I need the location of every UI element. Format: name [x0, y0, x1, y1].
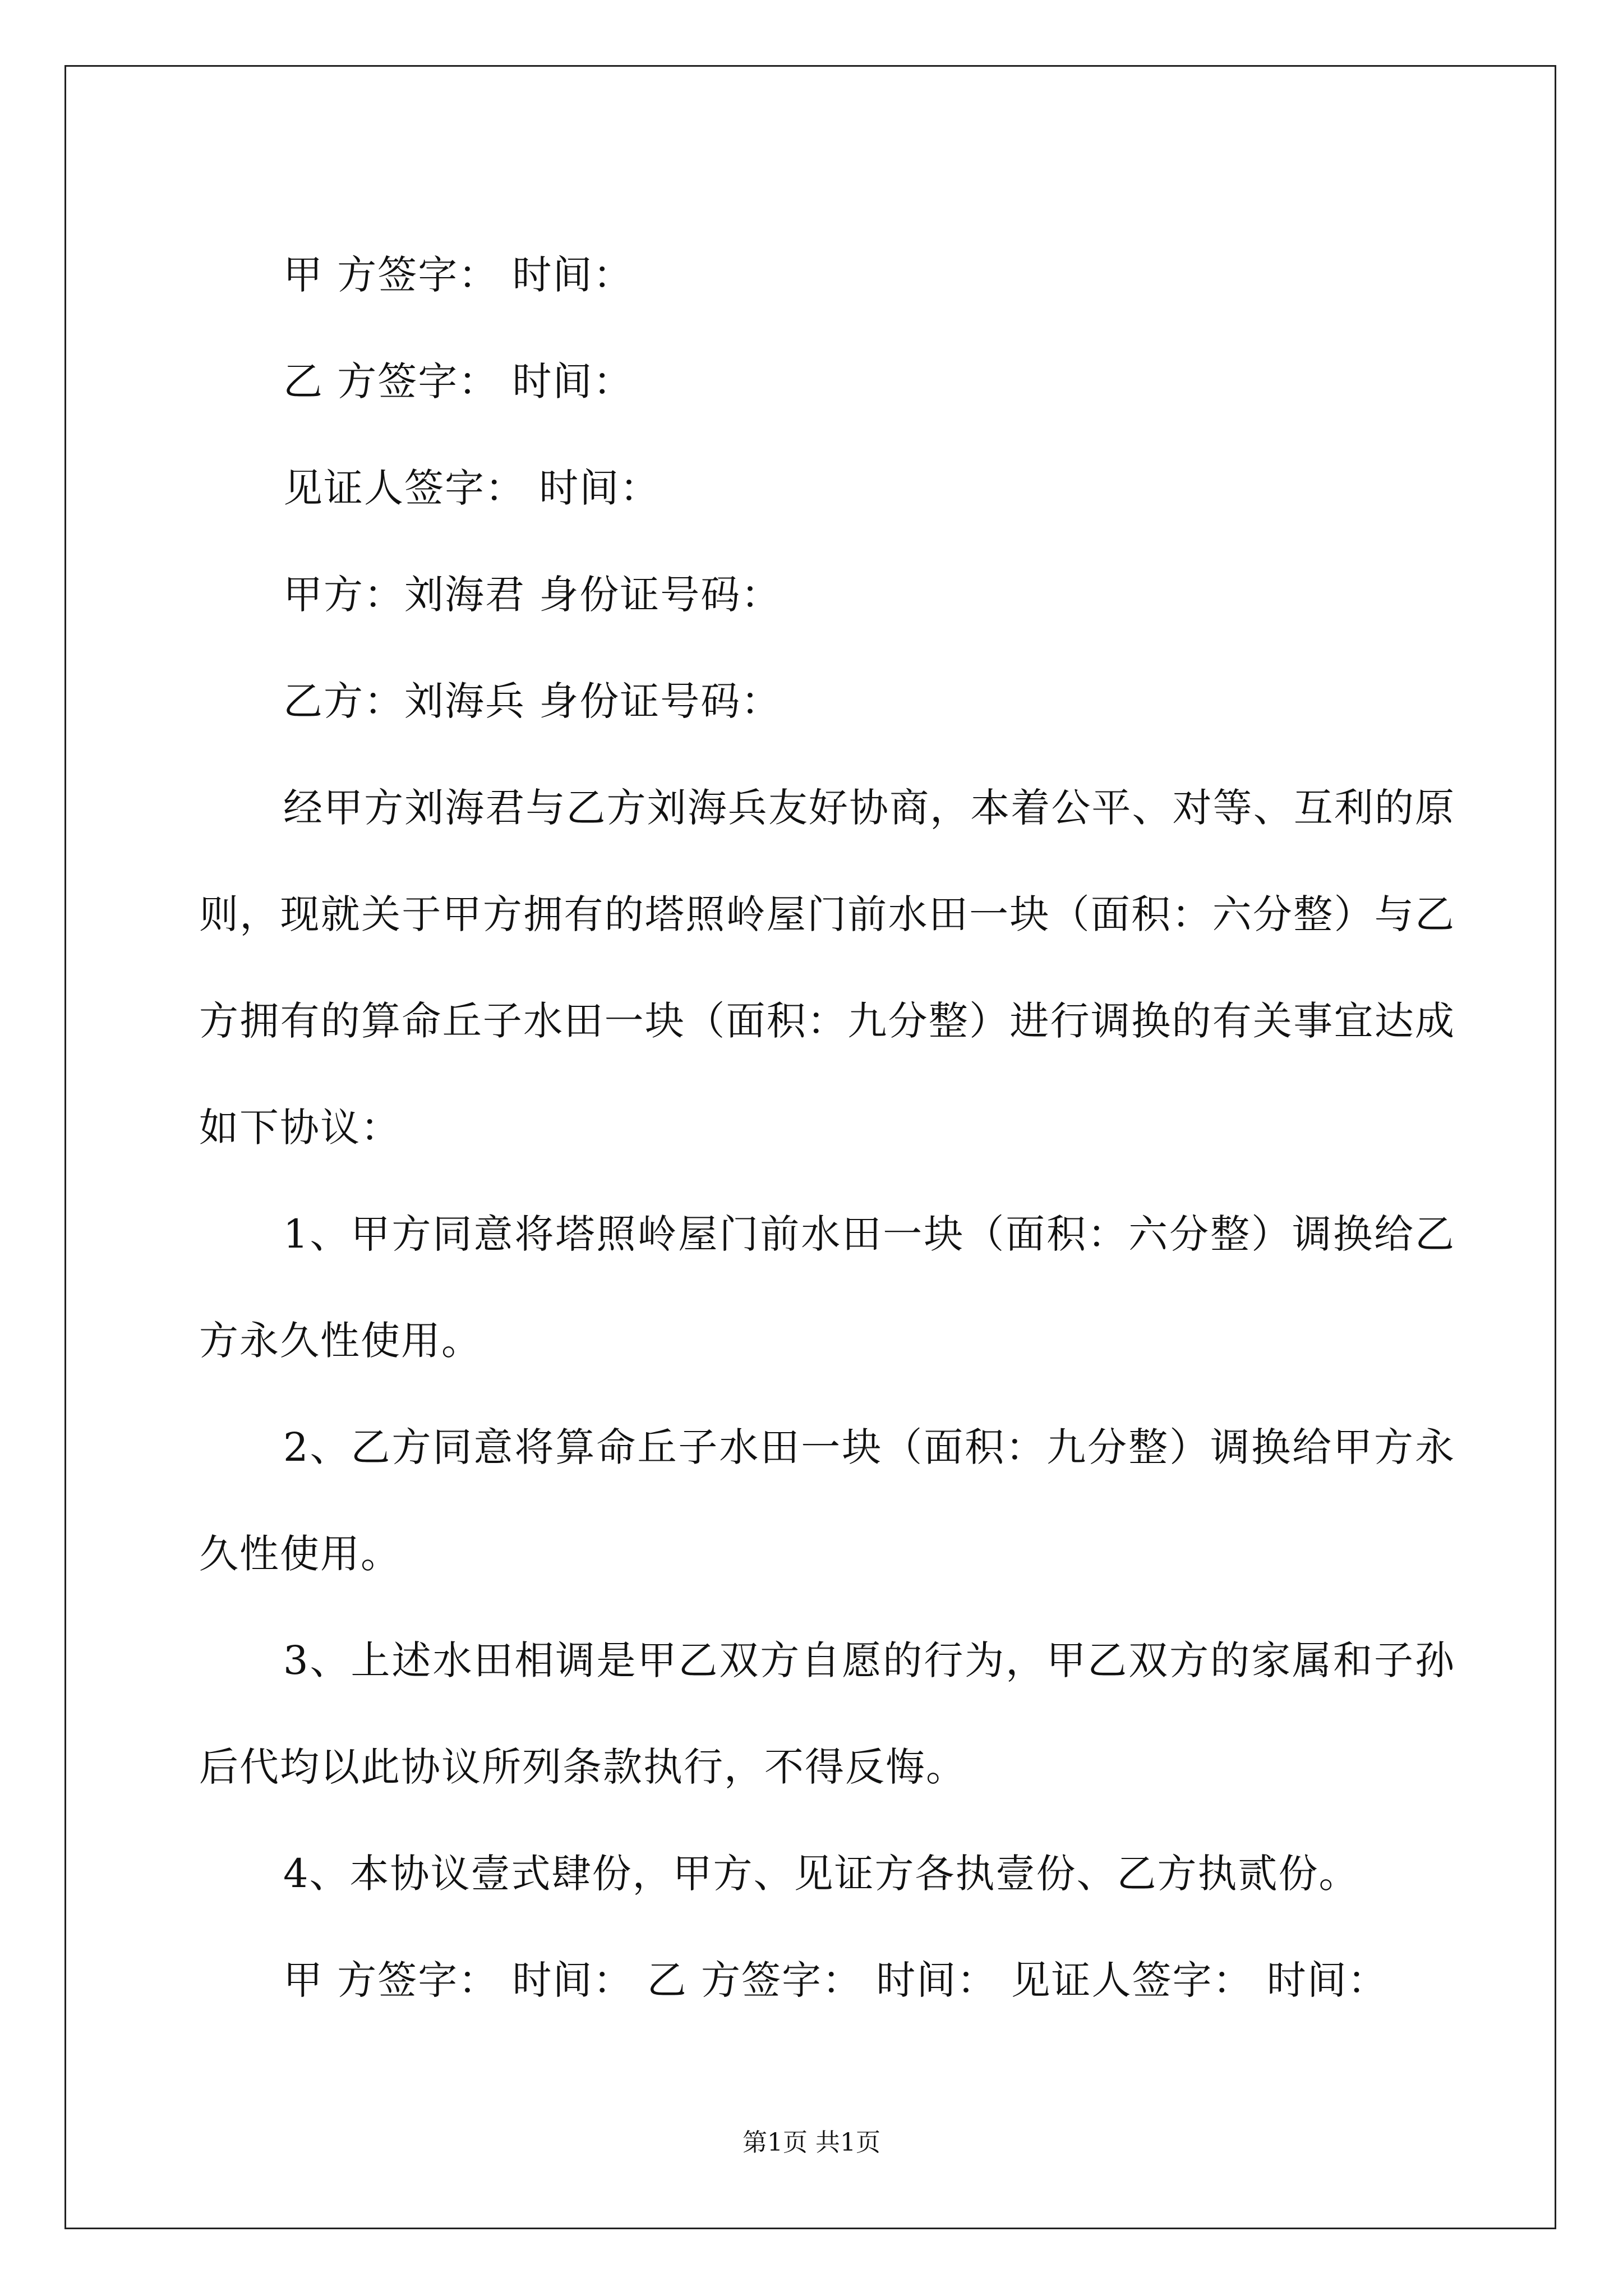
clause-2: 2、乙方同意将算命丘子水田一块（面积：九分整）调换给甲方永久性使用。 — [199, 1424, 1455, 1577]
witness-signature-line: 见证人签字： 时间： — [283, 465, 661, 511]
party-b-signature-line: 乙 方签字： 时间： — [283, 358, 634, 404]
party-a-id-line: 甲方：刘海君 身份证号码： — [283, 572, 782, 618]
clause-1: 1、甲方同意将塔照岭屋门前水田一块（面积：六分整）调换给乙方永久性使用。 — [199, 1211, 1455, 1364]
party-a-signature-line: 甲 方签字： 时间： — [283, 252, 634, 298]
document-body — [199, 213, 1455, 2033]
clause-3: 3、上述水田相调是甲乙双方自愿的行为，甲乙双方的家属和子孙后代均以此协议所列条款执行，不得反悔。 — [199, 1637, 1455, 1790]
clause-4: 4、本协议壹式肆份，甲方、见证方各执壹份、乙方执贰份。 — [283, 1851, 1359, 1897]
intro-paragraph: 经甲方刘海君与乙方刘海兵友好协商，本着公平、对等、互利的原则，现就关于甲方拥有的塔照岭屋门前水田一块（面积：六分整）与乙方拥有的算命丘子水田一块（面积：九分整）进行调换的有关事宜达成如下协议： — [199, 785, 1455, 1151]
party-b-id-line: 乙方：刘海兵 身份证号码： — [283, 678, 782, 724]
signature-summary-line: 甲 方签字： 时间： 乙 方签字： 时间： 见证人签字： 时间： — [283, 1957, 1388, 2003]
page-number-footer: 第1页 共1页 — [743, 2128, 880, 2157]
